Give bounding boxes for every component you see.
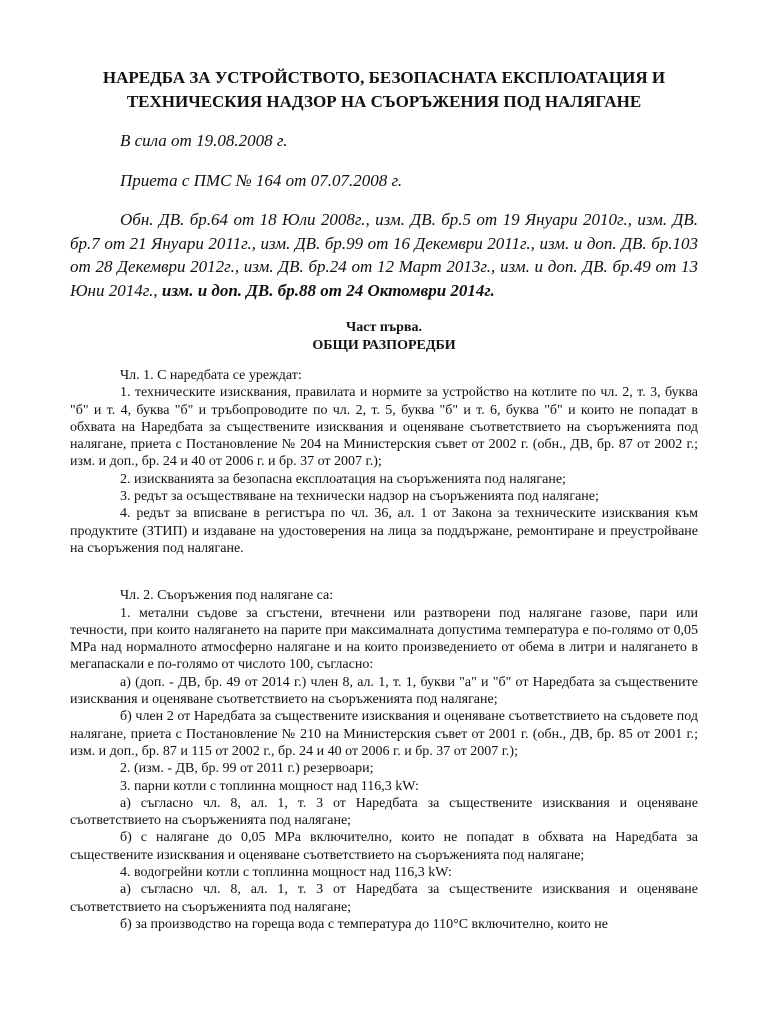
adoption-note: Приета с ПМС № 164 от 07.07.2008 г. — [120, 171, 403, 190]
article-paragraph: 3. редът за осъществяване на технически надзор на съоръженията под налягане; — [120, 489, 599, 505]
article-paragraph: Чл. 1. С наредбата се уреждат: — [120, 368, 302, 383]
article-paragraph: 1. техническите изисквания, правилата и нормите за устройство на котлите по чл. 2, т. 3, буква "б" и т. 4, буква "б" и тръбопроводите по чл. 2, т. 5, буква "б" и т. 6, буква "б" и които не попадат в обхвата на Наредбата за съществените изисквания и оценяване съответствието на съоръженията под налягане, приета с Постановление № 204 на Министерския съвет от 2002 г. (обн., ДВ, бр. 87 от 2002 г.; изм. и доп., бр. 24 и 40 от 2006 г. и бр. 37 от 2007 г.); — [70, 385, 698, 470]
article-2 — [70, 587, 698, 933]
publication-list: Обн. ДВ. бр.64 от 18 Юли 2008г., изм. ДВ. бр.5 от 19 Януари 2010г., изм. ДВ. бр.7 от 21 Януари 2011г., изм. ДВ. бр.99 от 16 Декември 2011г., изм. и доп. ДВ. бр.103 от 28 Декември 2012г., изм. ДВ. бр.24 от 12 Март 2013г., изм. и доп. ДВ. бр.49 от 13 Юни 2014г., — [70, 210, 698, 300]
article-paragraph: Чл. 2. Съоръжения под налягане са: — [120, 588, 334, 604]
article-1 — [70, 367, 698, 557]
in-force-date: В сила от 19.08.2008 г. — [120, 131, 288, 150]
article-paragraph: б) за производство на гореща вода с температура до 110°C включително, които не — [120, 916, 608, 932]
part-label: Част първа. — [346, 320, 422, 335]
title-line-2: ТЕХНИЧЕСКИЯ НАДЗОР НА СЪОРЪЖЕНИЯ ПОД НАЛЯГАНЕ — [126, 92, 642, 111]
article-paragraph: 4. водогрейни котли с топлинна мощност над 116,3 kW: — [120, 865, 452, 881]
article-paragraph: а) съгласно чл. 8, ал. 1, т. 3 от Наредбата за съществените изисквания и оценяване съответствието на съоръженията под налягане; — [70, 795, 698, 829]
article-paragraph: 2. изискванията за безопасна експлоатация на съоръженията под налягане; — [120, 471, 566, 487]
article-paragraph: б) член 2 от Наредбата за съществените изисквания и оценяване съответствието на съдовете под налягане, приета с Постановление № 210 на Министерския съвет от 2001 г. (обн., ДВ, бр. 85 от 2001 г.; изм. и доп., бр. 87 и 115 от 2002 г., бр. 24 и 40 от 2006 г. и бр. 37 от 2007 г.); — [70, 709, 698, 759]
article-paragraph: а) съгласно чл. 8, ал. 1, т. 3 от Наредбата за съществените изисквания и оценяване съответствието на съоръженията под налягане; — [70, 882, 698, 915]
part-heading: ОБЩИ РАЗПОРЕДБИ — [312, 338, 456, 353]
article-paragraph: 4. редът за вписване в регистъра по чл. 36, ал. 1 от Закона за техническите изисквания към продуктите (ЗТИП) и издаване на удостоверения на лица за поддържане, ремонтиране и преустройване на съоръжения под налягане. — [70, 506, 698, 556]
article-paragraph: 2. (изм. - ДВ, бр. 99 от 2011 г.) резервоари; — [120, 761, 374, 777]
article-paragraph: а) (доп. - ДВ, бр. 49 от 2014 г.) член 8, ал. 1, т. 1, букви "а" и "б" от Наредбата за съществените изисквания и оценяване съответствието на съоръженията под налягане; — [70, 674, 698, 708]
document-title — [70, 66, 698, 114]
article-paragraph: 3. парни котли с топлинна мощност над 116,3 kW: — [120, 778, 419, 794]
publication-history — [70, 208, 698, 302]
article-paragraph: б) с налягане до 0,05 MPa включително, които не попадат в обхвата на Наредбата за съществените изисквания и оценяване съответствието на съоръженията под налягане; — [70, 830, 698, 863]
title-line-1: НАРЕДБА ЗА УСТРОЙСТВОТО, БЕЗОПАСНАТА ЕКСПЛОАТАЦИЯ И — [102, 68, 666, 87]
latest-amendment: изм. и доп. ДВ. бр.88 от 24 Октомври 2014г. — [161, 280, 495, 300]
article-paragraph: 1. метални съдове за сгъстени, втечнени или разтворени под налягане газове, пари или течности, при които налягането на парите при максималната допустима температура е по-голямо от 0,05 MPa над нормалното атмосферно налягане и на които произведението от обема в литри и налягането в мегапаскали е по-голямо от числото 100, съгласно: — [70, 605, 698, 673]
